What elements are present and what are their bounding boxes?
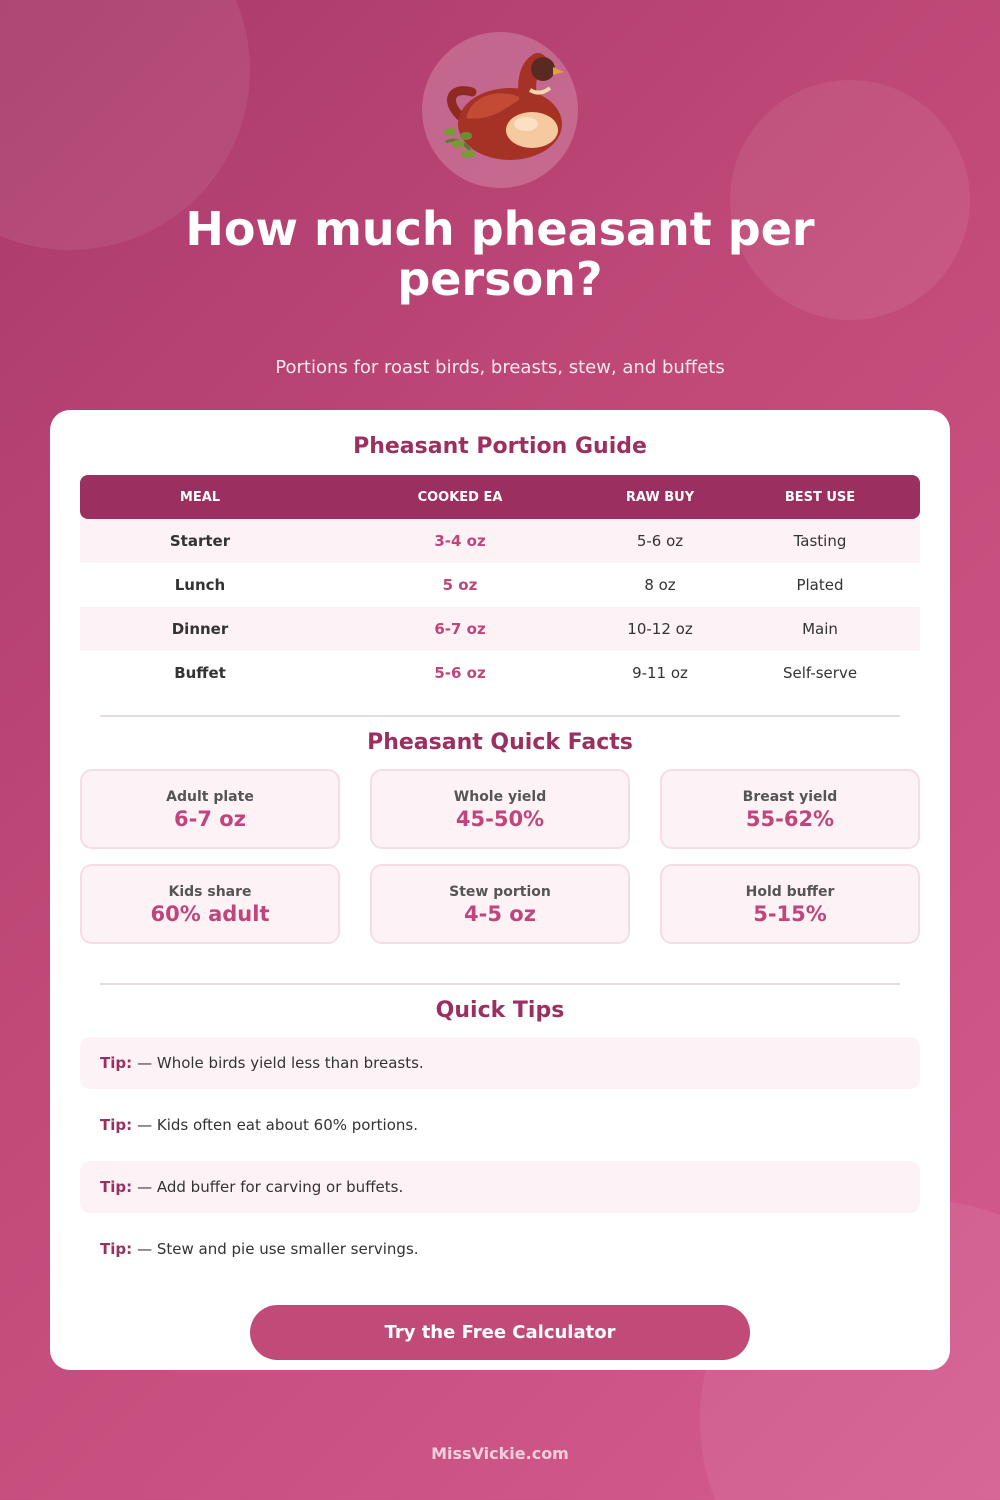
cell-cooked: 5 oz	[442, 576, 478, 594]
tip-label: Tip:	[100, 1178, 133, 1196]
cell-raw: 10-12 oz	[627, 620, 693, 638]
fact-label: Whole yield	[453, 789, 547, 805]
column-header-raw: RAW BUY	[625, 489, 695, 505]
free-calculator-button[interactable]: Try the Free Calculator	[250, 1305, 750, 1360]
cell-raw: 5-6 oz	[636, 532, 684, 550]
tip-label: Tip:	[100, 1240, 133, 1258]
cell-raw: 8 oz	[644, 576, 676, 594]
portion-guide-title: Pheasant Portion Guide	[353, 434, 647, 459]
tips-list	[80, 1037, 920, 1285]
table-row	[80, 607, 920, 651]
fact-card	[660, 769, 920, 849]
fact-label: Stew portion	[449, 884, 551, 900]
fact-value: 5-15%	[753, 902, 827, 926]
fact-label: Kids share	[168, 884, 252, 900]
cell-cooked: 5-6 oz	[434, 664, 486, 682]
section-divider	[100, 715, 900, 717]
column-header-use: BEST USE	[784, 489, 856, 505]
fact-label: Hold buffer	[745, 884, 835, 900]
table-row	[80, 651, 920, 695]
tip-text: — Whole birds yield less than breasts.	[137, 1054, 424, 1072]
tip-item	[80, 1099, 920, 1151]
fact-card	[370, 769, 630, 849]
cell-meal: Dinner	[171, 620, 229, 638]
cell-meal: Starter	[169, 532, 231, 550]
fact-card	[370, 864, 630, 944]
portion-table	[80, 475, 920, 695]
fact-card	[80, 864, 340, 944]
fact-value: 6-7 oz	[174, 807, 246, 831]
column-header-meal: MEAL	[179, 489, 221, 505]
tip-text: — Kids often eat about 60% portions.	[137, 1116, 418, 1134]
tip-label: Tip:	[100, 1116, 133, 1134]
table-row	[80, 519, 920, 563]
cell-meal: Lunch	[174, 576, 226, 594]
tip-item	[80, 1037, 920, 1089]
fact-card	[660, 864, 920, 944]
fact-label: Breast yield	[742, 789, 838, 805]
cell-cooked: 3-4 oz	[434, 532, 486, 550]
fact-value: 45-50%	[455, 807, 545, 831]
cell-use: Main	[802, 620, 838, 638]
quick-tips-title: Quick Tips	[435, 998, 565, 1023]
fact-value: 4-5 oz	[464, 902, 536, 926]
tip-text: — Add buffer for carving or buffets.	[137, 1178, 404, 1196]
page-title: How much pheasant per person?	[185, 202, 815, 306]
column-header-cooked: COOKED EA	[417, 489, 503, 505]
tip-item	[80, 1223, 920, 1275]
cell-cooked: 6-7 oz	[434, 620, 486, 638]
quick-facts-title: Pheasant Quick Facts	[367, 730, 633, 755]
tip-label: Tip:	[100, 1054, 133, 1072]
content-card	[50, 410, 950, 1370]
cell-use: Self-serve	[782, 664, 858, 682]
page-subtitle: Portions for roast birds, breasts, stew, and buffets	[275, 357, 725, 378]
fact-value: 60% adult	[150, 902, 270, 926]
cell-use: Tasting	[793, 532, 847, 550]
section-divider	[100, 983, 900, 985]
roast-pheasant-icon	[422, 32, 578, 188]
cell-meal: Buffet	[174, 664, 226, 682]
fact-card	[80, 769, 340, 849]
tip-text: — Stew and pie use smaller servings.	[137, 1240, 419, 1258]
cell-use: Plated	[796, 576, 844, 594]
fact-value: 55-62%	[745, 807, 835, 831]
table-row	[80, 563, 920, 607]
footer-brand: MissVickie.com	[431, 1444, 569, 1463]
table-header	[80, 475, 920, 519]
cell-raw: 9-11 oz	[632, 664, 688, 682]
fact-label: Adult plate	[166, 789, 254, 805]
tip-item	[80, 1161, 920, 1213]
quick-facts-grid	[80, 769, 920, 944]
